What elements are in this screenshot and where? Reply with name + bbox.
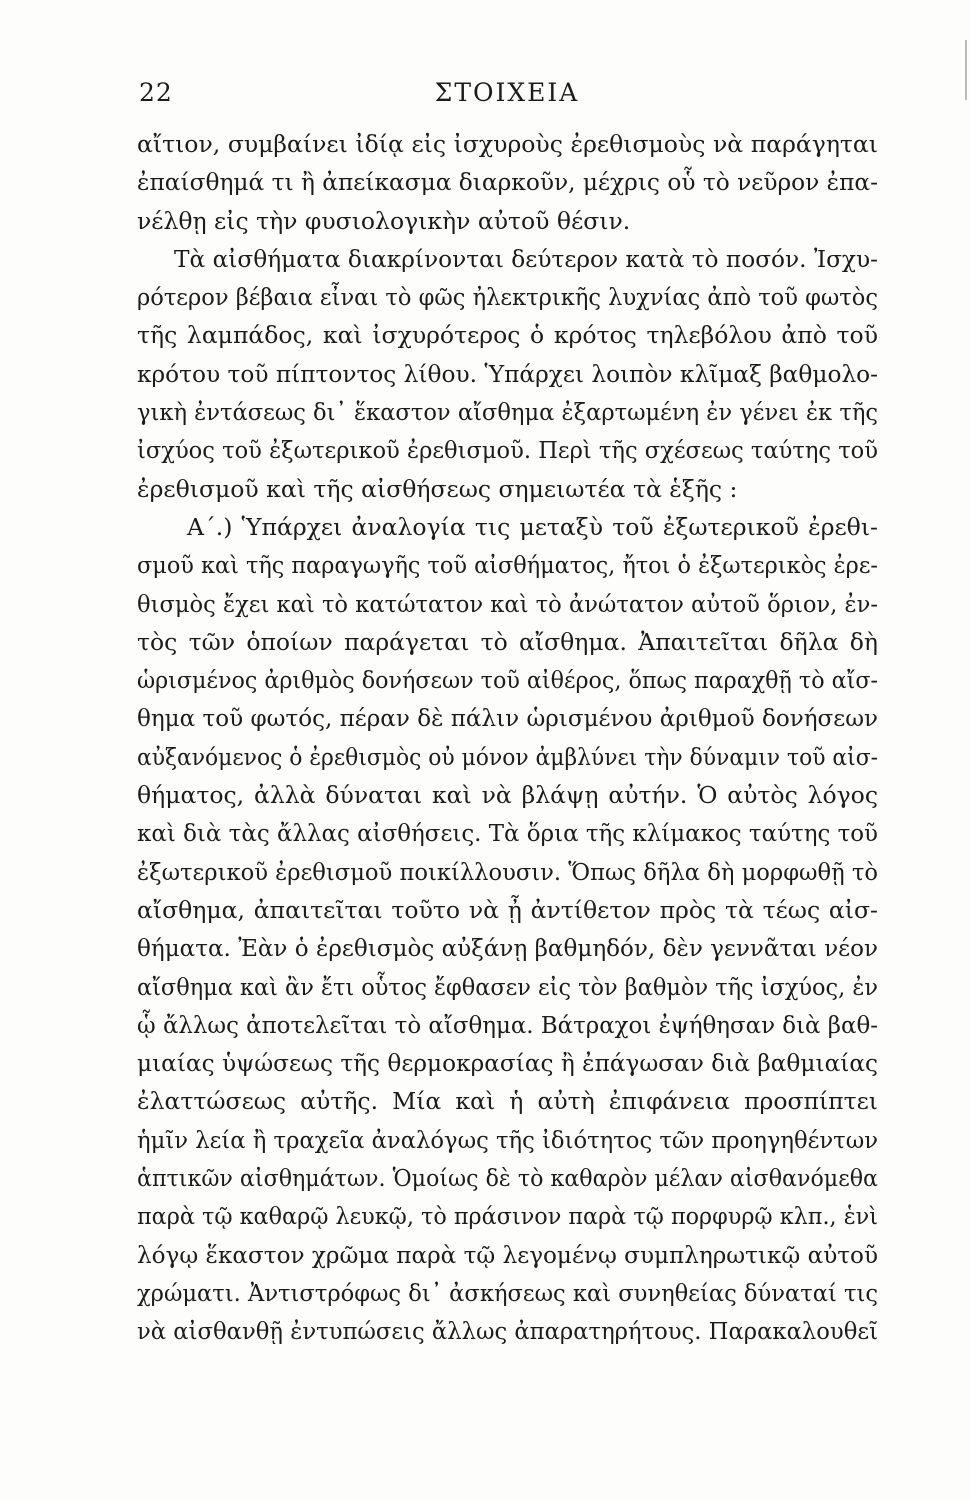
text-line: θήματα. Ἐὰν ὁ ἐρεθισμὸς αὐξάνῃ βαθμηδόν, δὲν γεννᾶται νέον	[137, 934, 878, 963]
text-line: ἡμῖν λεία ἢ τραχεῖα ἀναλόγως τῆς ἰδιότητος τῶν προηγηθέντων	[137, 1125, 878, 1154]
text-line: τὸς τῶν ὁποίων παράγεται τὸ αἴσθημα. Ἀπαιτεῖται δῆλα δὴ	[137, 627, 878, 656]
text-line: τῆς λαμπάδος, καὶ ἰσχυρότερος ὁ κρότος τηλεβόλου ἀπὸ τοῦ	[137, 321, 878, 350]
text-line: αἴσθημα καὶ ἂν ἔτι οὗτος ἔφθασεν εἰς τὸν βαθμὸν τῆς ἰσχύος, ἐν	[137, 972, 878, 1001]
body-text	[137, 125, 878, 1351]
text-line: ἐξωτερικοῦ ἐρεθισμοῦ ποικίλλουσιν. Ὅπως δῆλα δὴ μορφωθῇ τὸ	[137, 857, 878, 886]
text-line: ἰσχύος τοῦ ἐξωτερικοῦ ἐρεθισμοῦ. Περὶ τῆς σχέσεως ταύτης τοῦ	[137, 436, 878, 465]
text-line: Τὰ αἰσθήματα διακρίνονται δεύτερον κατὰ τὸ ποσόν. Ἰσχυ-	[174, 244, 878, 273]
text-line: νέλθῃ εἰς τὴν φυσιολογικὴν αὐτοῦ θέσιν.	[137, 206, 631, 235]
text-line: γικὴ ἐντάσεως δι᾽ ἕκαστον αἴσθημα ἐξαρτωμένη ἐν γένει ἐκ τῆς	[137, 398, 878, 427]
text-line: παρὰ τῷ καθαρῷ λευκῷ, τὸ πράσινον παρὰ τῷ πορφυρῷ κλπ., ἑνὶ	[137, 1202, 878, 1231]
text-line: σμοῦ καὶ τῆς παραγωγῆς τοῦ αἰσθήματος, ἤτοι ὁ ἐξωτερικὸς ἐρε-	[137, 551, 878, 580]
text-line: ὡρισμένος ἀριθμὸς δονήσεων τοῦ αἰθέρος, ὅπως παραχθῇ τὸ αἴσ-	[137, 666, 878, 695]
text-line: ἐπαίσθημά τι ἢ ἀπείκασμα διαρκοῦν, μέχρις οὗ τὸ νεῦρον ἐπα-	[137, 168, 878, 197]
page-edge-mark	[965, 40, 967, 100]
text-line: θισμὸς ἔχει καὶ τὸ κατώτατον καὶ τὸ ἀνώτατον αὐτοῦ ὅριον, ἐν-	[137, 589, 878, 618]
text-line: θημα τοῦ φωτός, πέραν δὲ πάλιν ὡρισμένου ἀριθμοῦ δονήσεων	[137, 704, 878, 733]
text-line: Α΄.) Ὑπάρχει ἀναλογία τις μεταξὺ τοῦ ἐξωτερικοῦ ἐρεθι-	[187, 512, 878, 541]
text-line: θήματος, ἀλλὰ δύναται καὶ νὰ βλάψῃ αὐτήν. Ὁ αὐτὸς λόγος	[137, 781, 878, 810]
text-line: καὶ διὰ τὰς ἄλλας αἰσθήσεις. Τὰ ὅρια τῆς κλίμακος ταύτης τοῦ	[137, 819, 878, 848]
text-line: ᾧ ἄλλως ἀποτελεῖται τὸ αἴσθημα. Βάτραχοι ἐψήθησαν διὰ βαθ-	[137, 1010, 878, 1039]
text-line: αἴτιον, συμβαίνει ἰδίᾳ εἰς ἰσχυροὺς ἐρεθισμοὺς νὰ παράγηται	[137, 130, 878, 158]
text-line: μιαίας ὑψώσεως τῆς θερμοκρασίας ἢ ἐπάγωσαν διὰ βαθμιαίας	[137, 1049, 878, 1078]
text-line: νὰ αἰσθανθῇ ἐντυπώσεις ἄλλως ἀπαρατηρήτους. Παρακαλουθεῖ	[137, 1317, 878, 1346]
text-line: αὐξανόμενος ὁ ἐρεθισμὸς οὐ μόνον ἀμβλύνει τὴν δύναμιν τοῦ αἰσ-	[137, 742, 878, 771]
text-line: χρώματι. Ἀντιστρόφως δι᾽ ἀσκήσεως καὶ συνηθείας δύναταί τις	[137, 1278, 878, 1307]
text-line: ἁπτικῶν αἰσθημάτων. Ὁμοίως δὲ τὸ καθαρὸν μέλαν αἰσθανόμεθα	[137, 1164, 878, 1193]
page-number: 22	[139, 78, 173, 107]
page-header	[137, 76, 877, 110]
text-line: ρότερον βέβαια εἶναι τὸ φῶς ἠλεκτρικῆς λυχνίας ἀπὸ τοῦ φωτὸς	[137, 283, 878, 312]
text-line: κρότου τοῦ πίπτοντος λίθου. Ὑπάρχει λοιπὸν κλῖμαξ βαθμολο-	[137, 359, 878, 388]
text-line: ἐρεθισμοῦ καὶ τῆς αἰσθήσεως σημειωτέα τὰ ἑξῆς :	[137, 474, 738, 503]
text-line: αἴσθημα, ἀπαιτεῖται τοῦτο νὰ ᾖ ἀντίθετον πρὸς τὰ τέως αἰσ-	[137, 895, 878, 924]
text-line: λόγῳ ἕκαστον χρῶμα παρὰ τῷ λεγομένῳ συμπληρωτικῷ αὐτοῦ	[137, 1240, 878, 1269]
running-head-title: ΣΤΟΙΧΕΙΑ	[434, 78, 580, 107]
text-line: ἐλαττώσεως αὐτῆς. Μία καὶ ἡ αὐτὴ ἐπιφάνεια προσπίπτει	[137, 1087, 878, 1116]
